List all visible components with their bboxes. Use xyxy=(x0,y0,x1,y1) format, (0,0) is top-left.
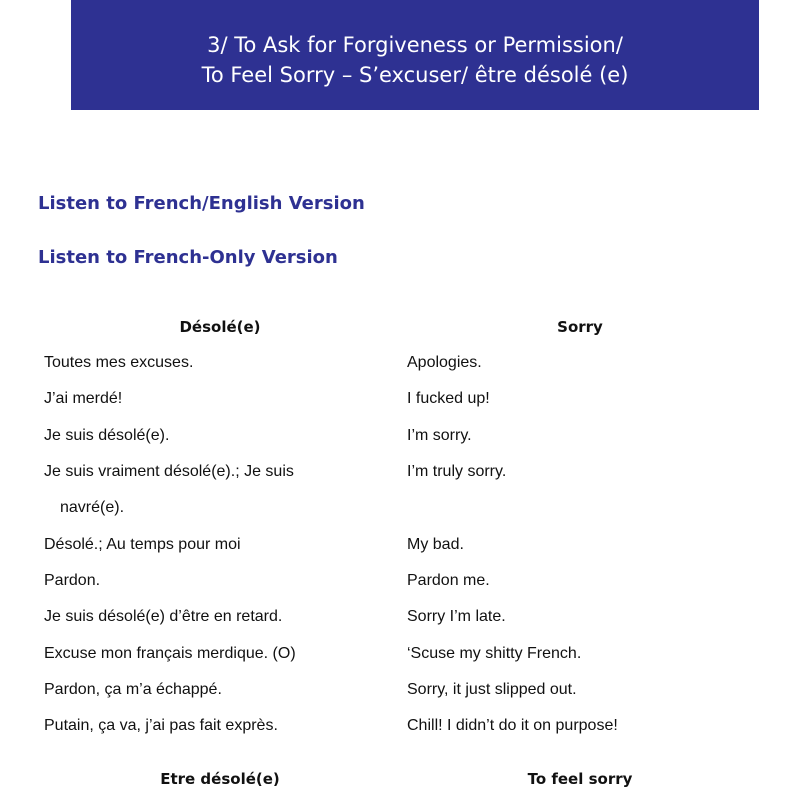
listen-french-english-link[interactable]: Listen to French/English Version xyxy=(38,193,365,214)
phrase-french: J’ai merdé! xyxy=(44,390,123,407)
phrase-english: I fucked up! xyxy=(407,390,490,407)
column-header-english: Sorry xyxy=(557,318,603,336)
column-header-english-2: To feel sorry xyxy=(527,770,633,788)
phrase-english: Chill! I didn’t do it on purpose! xyxy=(407,717,618,734)
phrase-english: Sorry, it just slipped out. xyxy=(407,681,577,698)
column-header-french: Désolé(e) xyxy=(179,318,261,336)
phrase-french: Toutes mes excuses. xyxy=(44,354,194,371)
phrase-french: Pardon, ça m’a échappé. xyxy=(44,681,222,698)
phrase-french-continuation: navré(e). xyxy=(60,499,125,516)
listen-french-only-link[interactable]: Listen to French-Only Version xyxy=(38,247,338,268)
phrase-french: Je suis désolé(e) d’être en retard. xyxy=(44,608,283,625)
phrase-english: Apologies. xyxy=(407,354,482,371)
phrase-french: Putain, ça va, j’ai pas fait exprès. xyxy=(44,717,278,734)
phrase-french: Pardon. xyxy=(44,572,101,589)
phrase-english: I’m truly sorry. xyxy=(407,463,507,480)
column-header-french-2: Etre désolé(e) xyxy=(160,770,280,788)
phrase-french: Je suis désolé(e). xyxy=(44,427,170,444)
title-line-1: 3/ To Ask for Forgiveness or Permission/ xyxy=(207,33,623,57)
phrase-english: Sorry I’m late. xyxy=(407,608,506,625)
phrase-english: ‘Scuse my shitty French. xyxy=(407,645,582,662)
phrase-english: I’m sorry. xyxy=(407,427,472,444)
phrase-english: My bad. xyxy=(407,536,464,553)
title-banner xyxy=(71,0,759,110)
phrase-french: Désolé.; Au temps pour moi xyxy=(44,536,241,553)
title-line-2: To Feel Sorry – S’excuser/ être désolé (e) xyxy=(201,63,629,87)
phrase-french: Excuse mon français merdique. (O) xyxy=(44,645,296,662)
phrase-english: Pardon me. xyxy=(407,572,490,589)
phrase-french: Je suis vraiment désolé(e).; Je suis xyxy=(44,463,294,480)
